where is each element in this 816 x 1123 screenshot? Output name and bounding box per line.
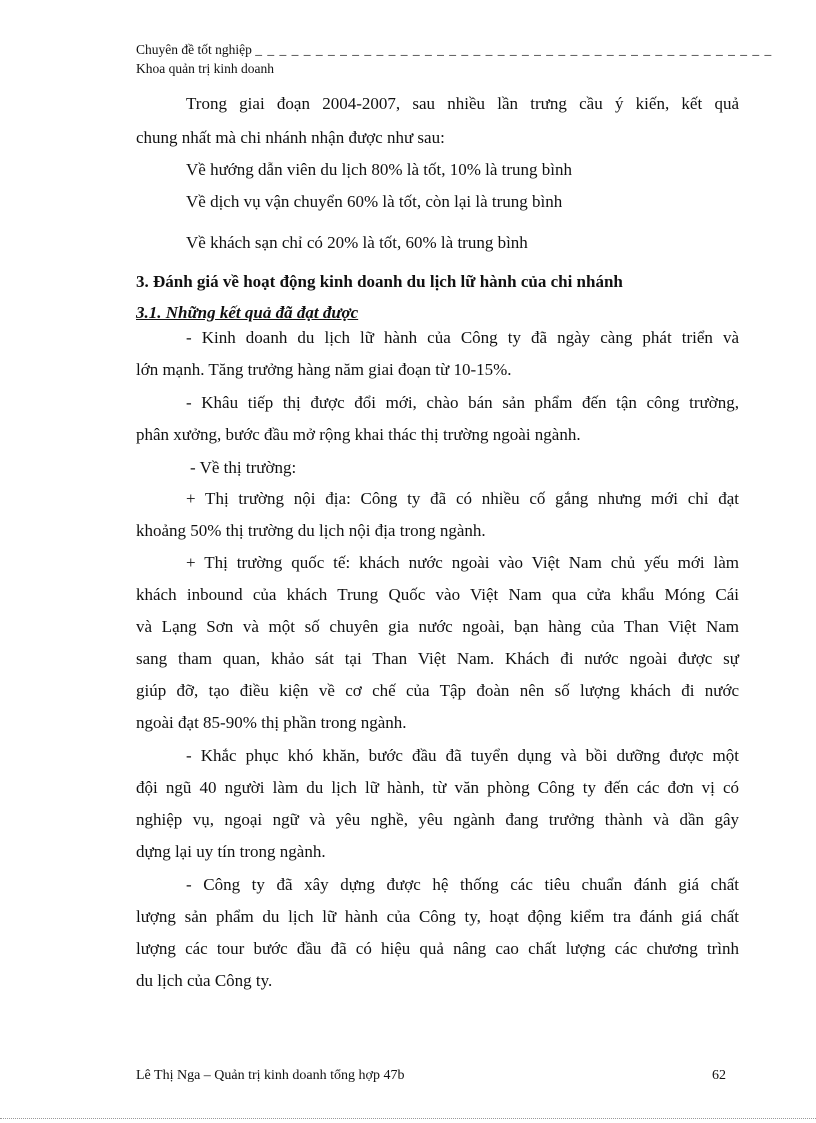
- paragraph-line: lượng các tour bước đầu đã có hiệu quả nâng cao chất lượng các chương trình: [136, 939, 739, 958]
- paragraph-line: du lịch của Công ty.: [136, 971, 273, 990]
- page-footer: [136, 1068, 726, 1084]
- paragraph-line: lớn mạnh. Tăng trưởng hàng năm giai đoạn từ 10-15%.: [136, 360, 512, 379]
- paragraph-line: - Công ty đã xây dựng được hệ thống các tiêu chuẩn đánh giá chất: [186, 875, 739, 894]
- paragraph-line: - Khắc phục khó khăn, bước đầu đã tuyển dụng và bồi dưỡng được một: [186, 746, 739, 765]
- header-title: Chuyên đề tốt nghiệp _ _ _ _ _ _ _ _ _ _ _ _ _ _ _ _ _ _ _ _ _ _ _ _ _ _ _ _ _ _ _ _ _ _ _ _ _ _ _ _ _ _ _: [136, 42, 773, 57]
- paragraph-line: Về dịch vụ vận chuyển 60% là tốt, còn lại là trung bình: [186, 192, 563, 211]
- paragraph-line: nghiệp vụ, ngoại ngữ và yêu nghề, yêu ngành đang trưởng thành và dần gây: [136, 810, 739, 829]
- paragraph-line: đội ngũ 40 người làm du lịch lữ hành, từ văn phòng Công ty đến các đơn vị có: [136, 778, 739, 797]
- subsection-heading: 3.1. Những kết quả đã đạt được: [136, 303, 359, 322]
- paragraph-line: Trong giai đoạn 2004-2007, sau nhiều lần trưng cầu ý kiến, kết quả: [186, 94, 739, 113]
- paragraph-line: + Thị trường nội địa: Công ty đã có nhiều cố gắng nhưng mới chỉ đạt: [186, 489, 739, 508]
- paragraph-line: khoảng 50% thị trường du lịch nội địa trong ngành.: [136, 521, 486, 540]
- paragraph-line: dựng lại uy tín trong ngành.: [136, 842, 326, 861]
- section-heading: 3. Đánh giá về hoạt động kinh doanh du lịch lữ hành của chi nhánh: [136, 272, 623, 291]
- paragraph-line: lượng sản phẩm du lịch lữ hành của Công ty, hoạt động kiểm tra đánh giá chất: [136, 907, 739, 926]
- paragraph-line: sang tham quan, khảo sát tại Than Việt Nam. Khách đi nước ngoài được sự: [136, 649, 739, 668]
- header-faculty: Khoa quản trị kinh doanh: [136, 61, 274, 76]
- header-rule: _ _ _ _ _ _ _ _ _ _ _ _ _ _ _ _ _ _ _ _ _ _ _ _ _ _ _ _ _ _ _ _ _ _ _ _ _ _ _ _ _ _ _: [255, 42, 773, 57]
- paragraph-line: và Lạng Sơn và một số chuyên gia nước ngoài, bạn hàng của Than Việt Nam: [136, 617, 739, 636]
- paragraph-line: phân xưởng, bước đầu mở rộng khai thác thị trường ngoài ngành.: [136, 425, 581, 444]
- paragraph-line: + Thị trường quốc tế: khách nước ngoài vào Việt Nam chủ yếu mới làm: [186, 553, 739, 572]
- paragraph-line: khách inbound của khách Trung Quốc vào Việt Nam qua cửa khẩu Móng Cái: [136, 585, 739, 604]
- paragraph-line: Về khách sạn chỉ có 20% là tốt, 60% là trung bình: [186, 233, 528, 252]
- paragraph-line: chung nhất mà chi nhánh nhận được như sau:: [136, 128, 445, 147]
- paragraph-line: - Kinh doanh du lịch lữ hành của Công ty đã ngày càng phát triển và: [186, 328, 739, 347]
- paragraph-line: - Khâu tiếp thị được đổi mới, chào bán sản phẩm đến tận công trường,: [186, 393, 739, 412]
- paragraph-line: ngoài đạt 85-90% thị phần trong ngành.: [136, 713, 407, 732]
- page-number: 62: [712, 1068, 726, 1083]
- paragraph-line: Về hướng dẫn viên du lịch 80% là tốt, 10% là trung bình: [186, 160, 572, 179]
- bottom-divider: [0, 1118, 816, 1120]
- paragraph-line: - Về thị trường:: [190, 458, 297, 477]
- paragraph-line: giúp đỡ, tạo điều kiện về cơ chế của Tập đoàn nên số lượng khách đi nước: [136, 681, 739, 700]
- footer-author: Lê Thị Nga – Quản trị kinh doanh tổng hợp 47b: [136, 1068, 405, 1083]
